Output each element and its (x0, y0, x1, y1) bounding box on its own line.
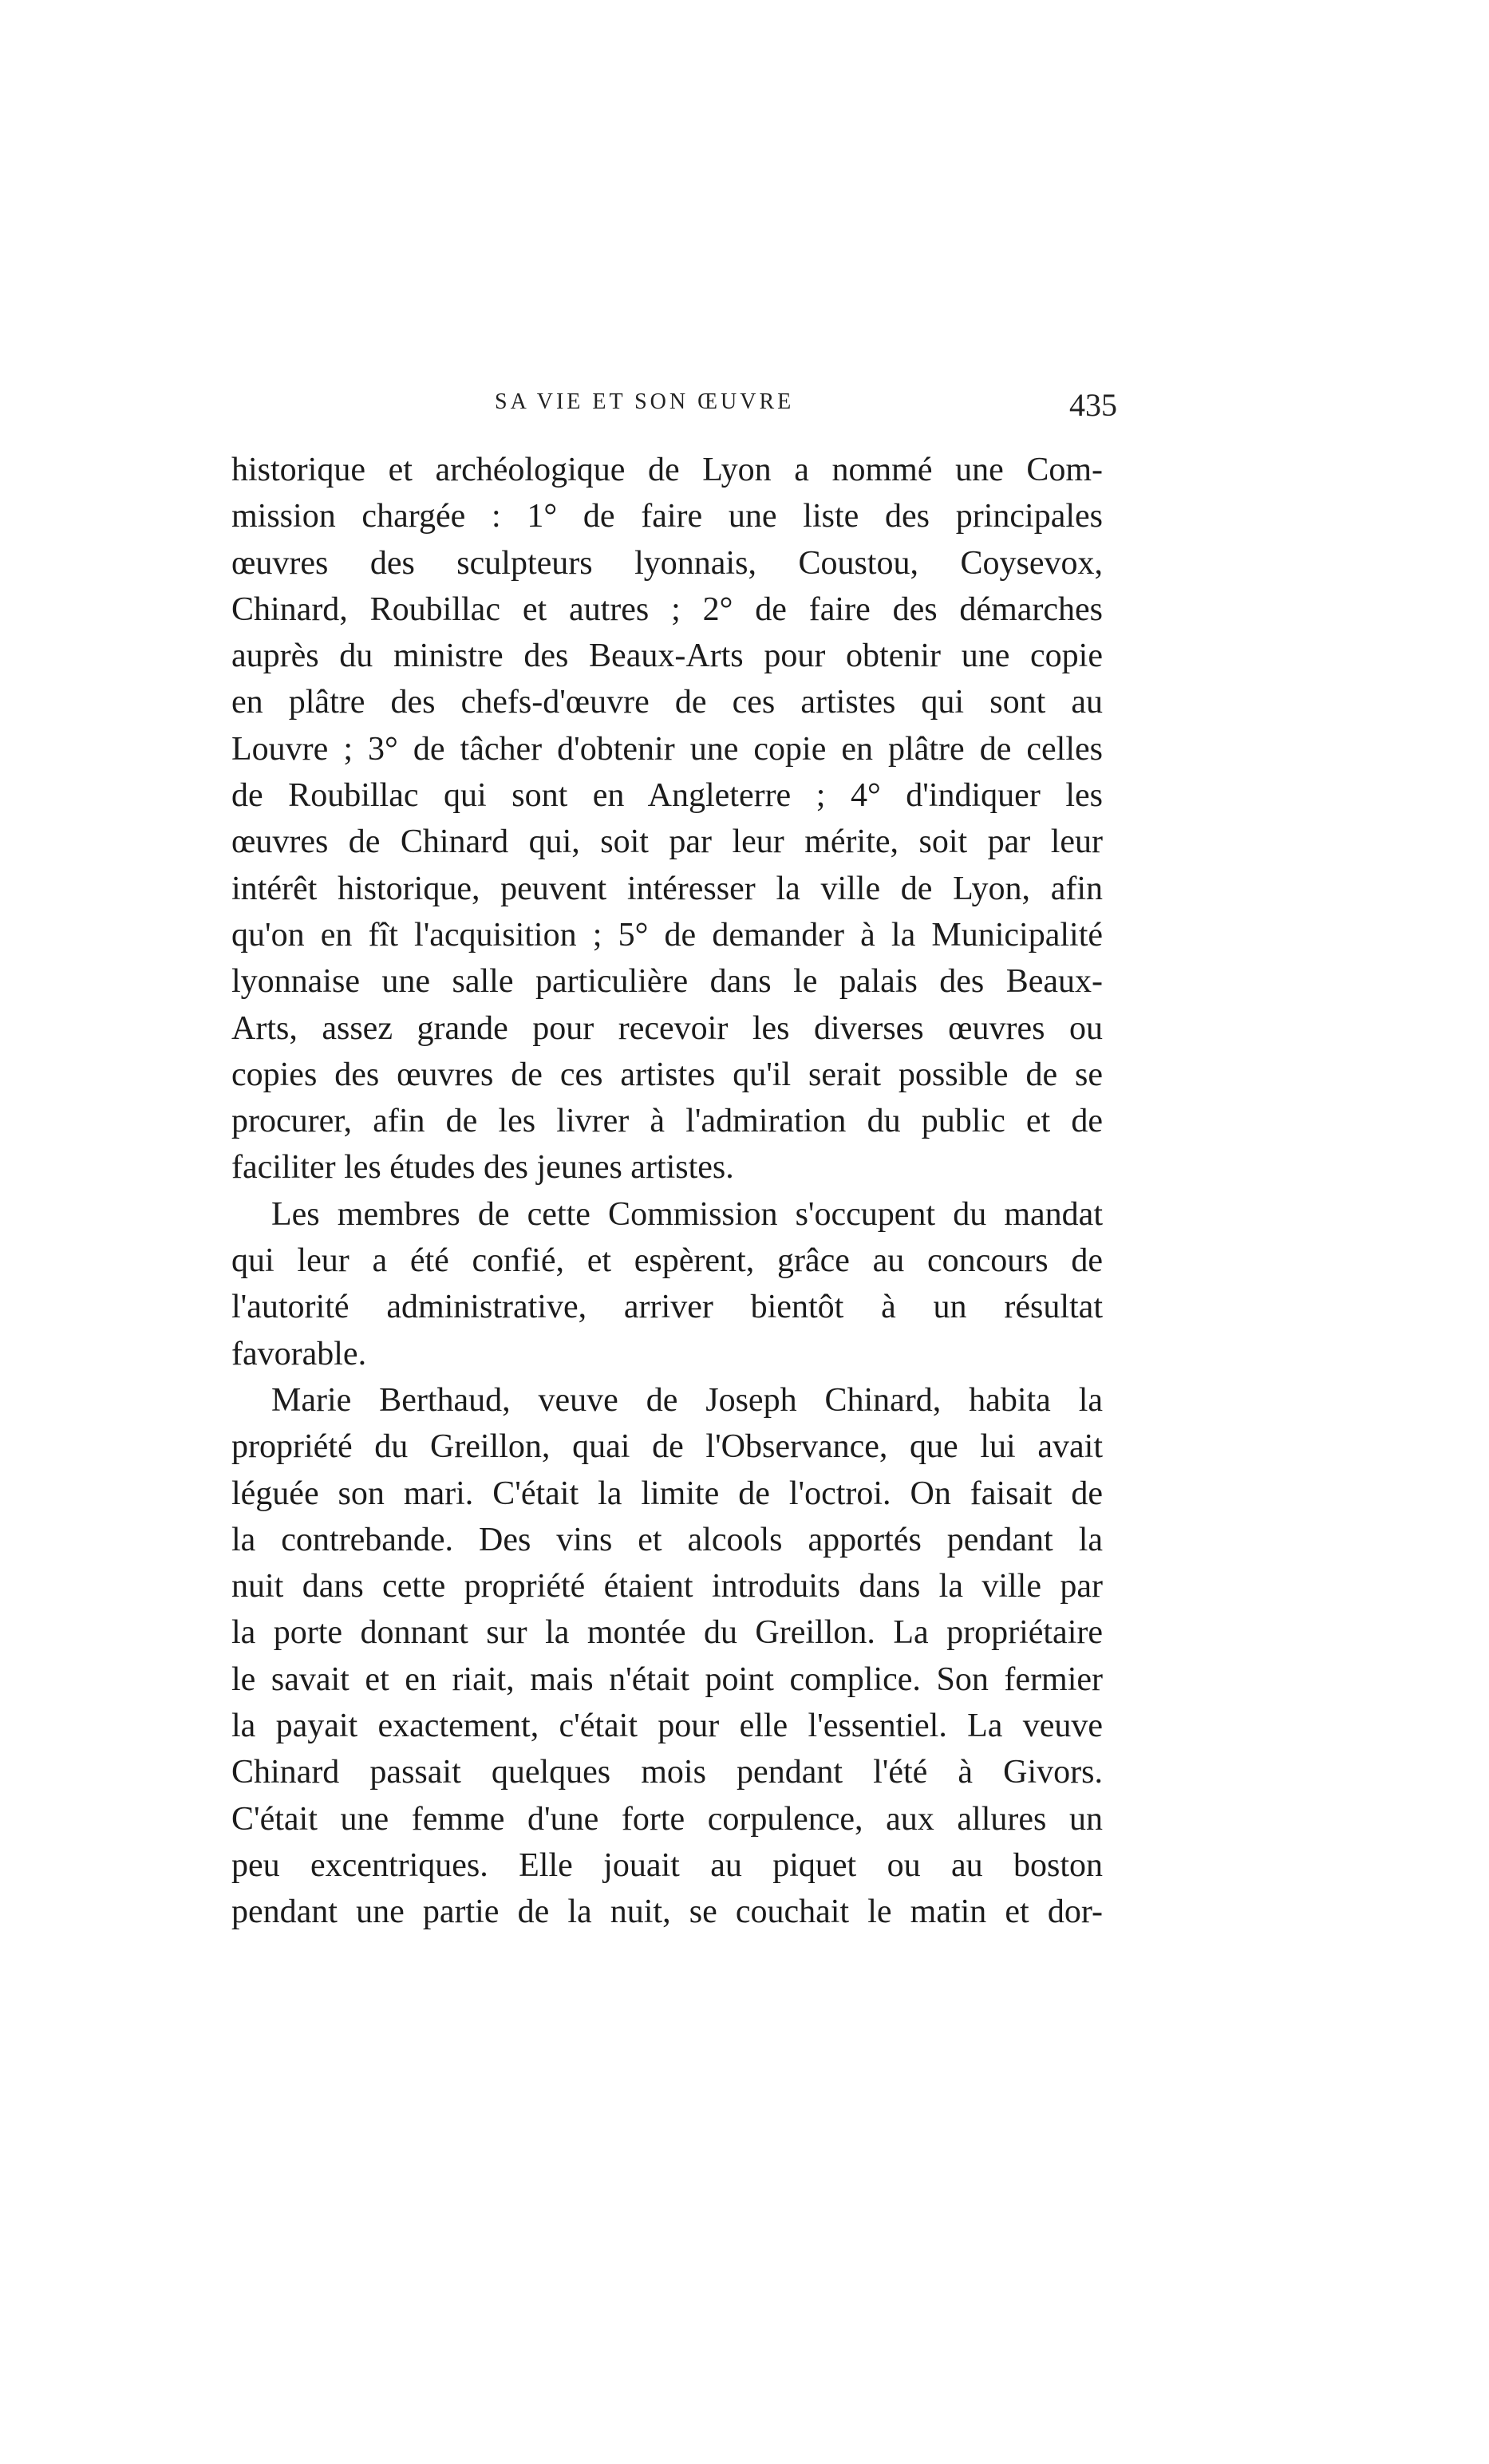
page-number: 435 (1069, 387, 1117, 423)
text-line: Chinard, Roubillac et autres ; 2° de faire des démarches (231, 590, 1103, 628)
text-line: Arts, assez grande pour recevoir les diverses œuvres ou (231, 1009, 1103, 1047)
text-line: lyonnaise une salle particulière dans le palais des Beaux- (231, 963, 1103, 1001)
text-line: de Roubillac qui sont en Angleterre ; 4° d'indiquer les (231, 777, 1103, 815)
text-line: l'autorité administrative, arriver bientôt à un résultat (231, 1289, 1103, 1326)
running-title: SA VIE ET SON ŒUVRE (495, 389, 795, 414)
paragraph-first-line: Les membres de cette Commission s'occupent du mandat (271, 1195, 1103, 1233)
text-line: mission chargée : 1° de faire une liste des principales (231, 498, 1103, 535)
running-head (231, 389, 1117, 429)
text-line: la payait exactement, c'était pour elle l'essentiel. La veuve (231, 1708, 1103, 1745)
text-line: œuvres de Chinard qui, soit par leur mérite, soit par leur (231, 823, 1103, 861)
text-line: Chinard passait quelques mois pendant l'été à Givors. (231, 1754, 1103, 1791)
text-line: œuvres des sculpteurs lyonnais, Coustou, Coysevox, (231, 544, 1103, 582)
paragraph-end-line: favorable. (231, 1335, 367, 1372)
paragraph-end-line: faciliter les études des jeunes artistes. (231, 1149, 734, 1187)
text-line: la contrebande. Des vins et alcools apportés pendant la (231, 1521, 1103, 1558)
text-line: nuit dans cette propriété étaient introduits dans la ville par (231, 1568, 1103, 1605)
text-line: procurer, afin de les livrer à l'admiration du public et de (231, 1103, 1103, 1140)
text-line: qu'on en fît l'acquisition ; 5° de demander à la Municipalité (231, 916, 1103, 954)
text-line: pendant une partie de la nuit, se couchait le matin et dor- (231, 1893, 1103, 1931)
text-line: en plâtre des chefs-d'œuvre de ces artistes qui sont au (231, 684, 1103, 721)
body-text (231, 447, 1103, 1936)
text-line: propriété du Greillon, quai de l'Observance, que lui avait (231, 1428, 1103, 1466)
text-line: auprès du ministre des Beaux-Arts pour obtenir une copie (231, 638, 1103, 675)
text-line: Louvre ; 3° de tâcher d'obtenir une copie en plâtre de celles (231, 730, 1103, 768)
text-line: intérêt historique, peuvent intéresser la ville de Lyon, afin (231, 870, 1103, 907)
text-line: C'était une femme d'une forte corpulence, aux allures un (231, 1800, 1103, 1838)
text-line: léguée son mari. C'était la limite de l'octroi. On faisait de (231, 1475, 1103, 1512)
text-line: historique et archéologique de Lyon a nommé une Com- (231, 452, 1103, 488)
paragraph-first-line: Marie Berthaud, veuve de Joseph Chinard, habita la (271, 1381, 1103, 1419)
text-line: le savait et en riait, mais n'était point complice. Son fermier (231, 1660, 1103, 1698)
text-line: qui leur a été confié, et espèrent, grâce au concours de (231, 1242, 1103, 1280)
text-line: copies des œuvres de ces artistes qu'il serait possible de se (231, 1056, 1103, 1093)
text-line: la porte donnant sur la montée du Greillon. La propriétaire (231, 1614, 1103, 1652)
text-line: peu excentriques. Elle jouait au piquet ou au boston (231, 1846, 1103, 1884)
